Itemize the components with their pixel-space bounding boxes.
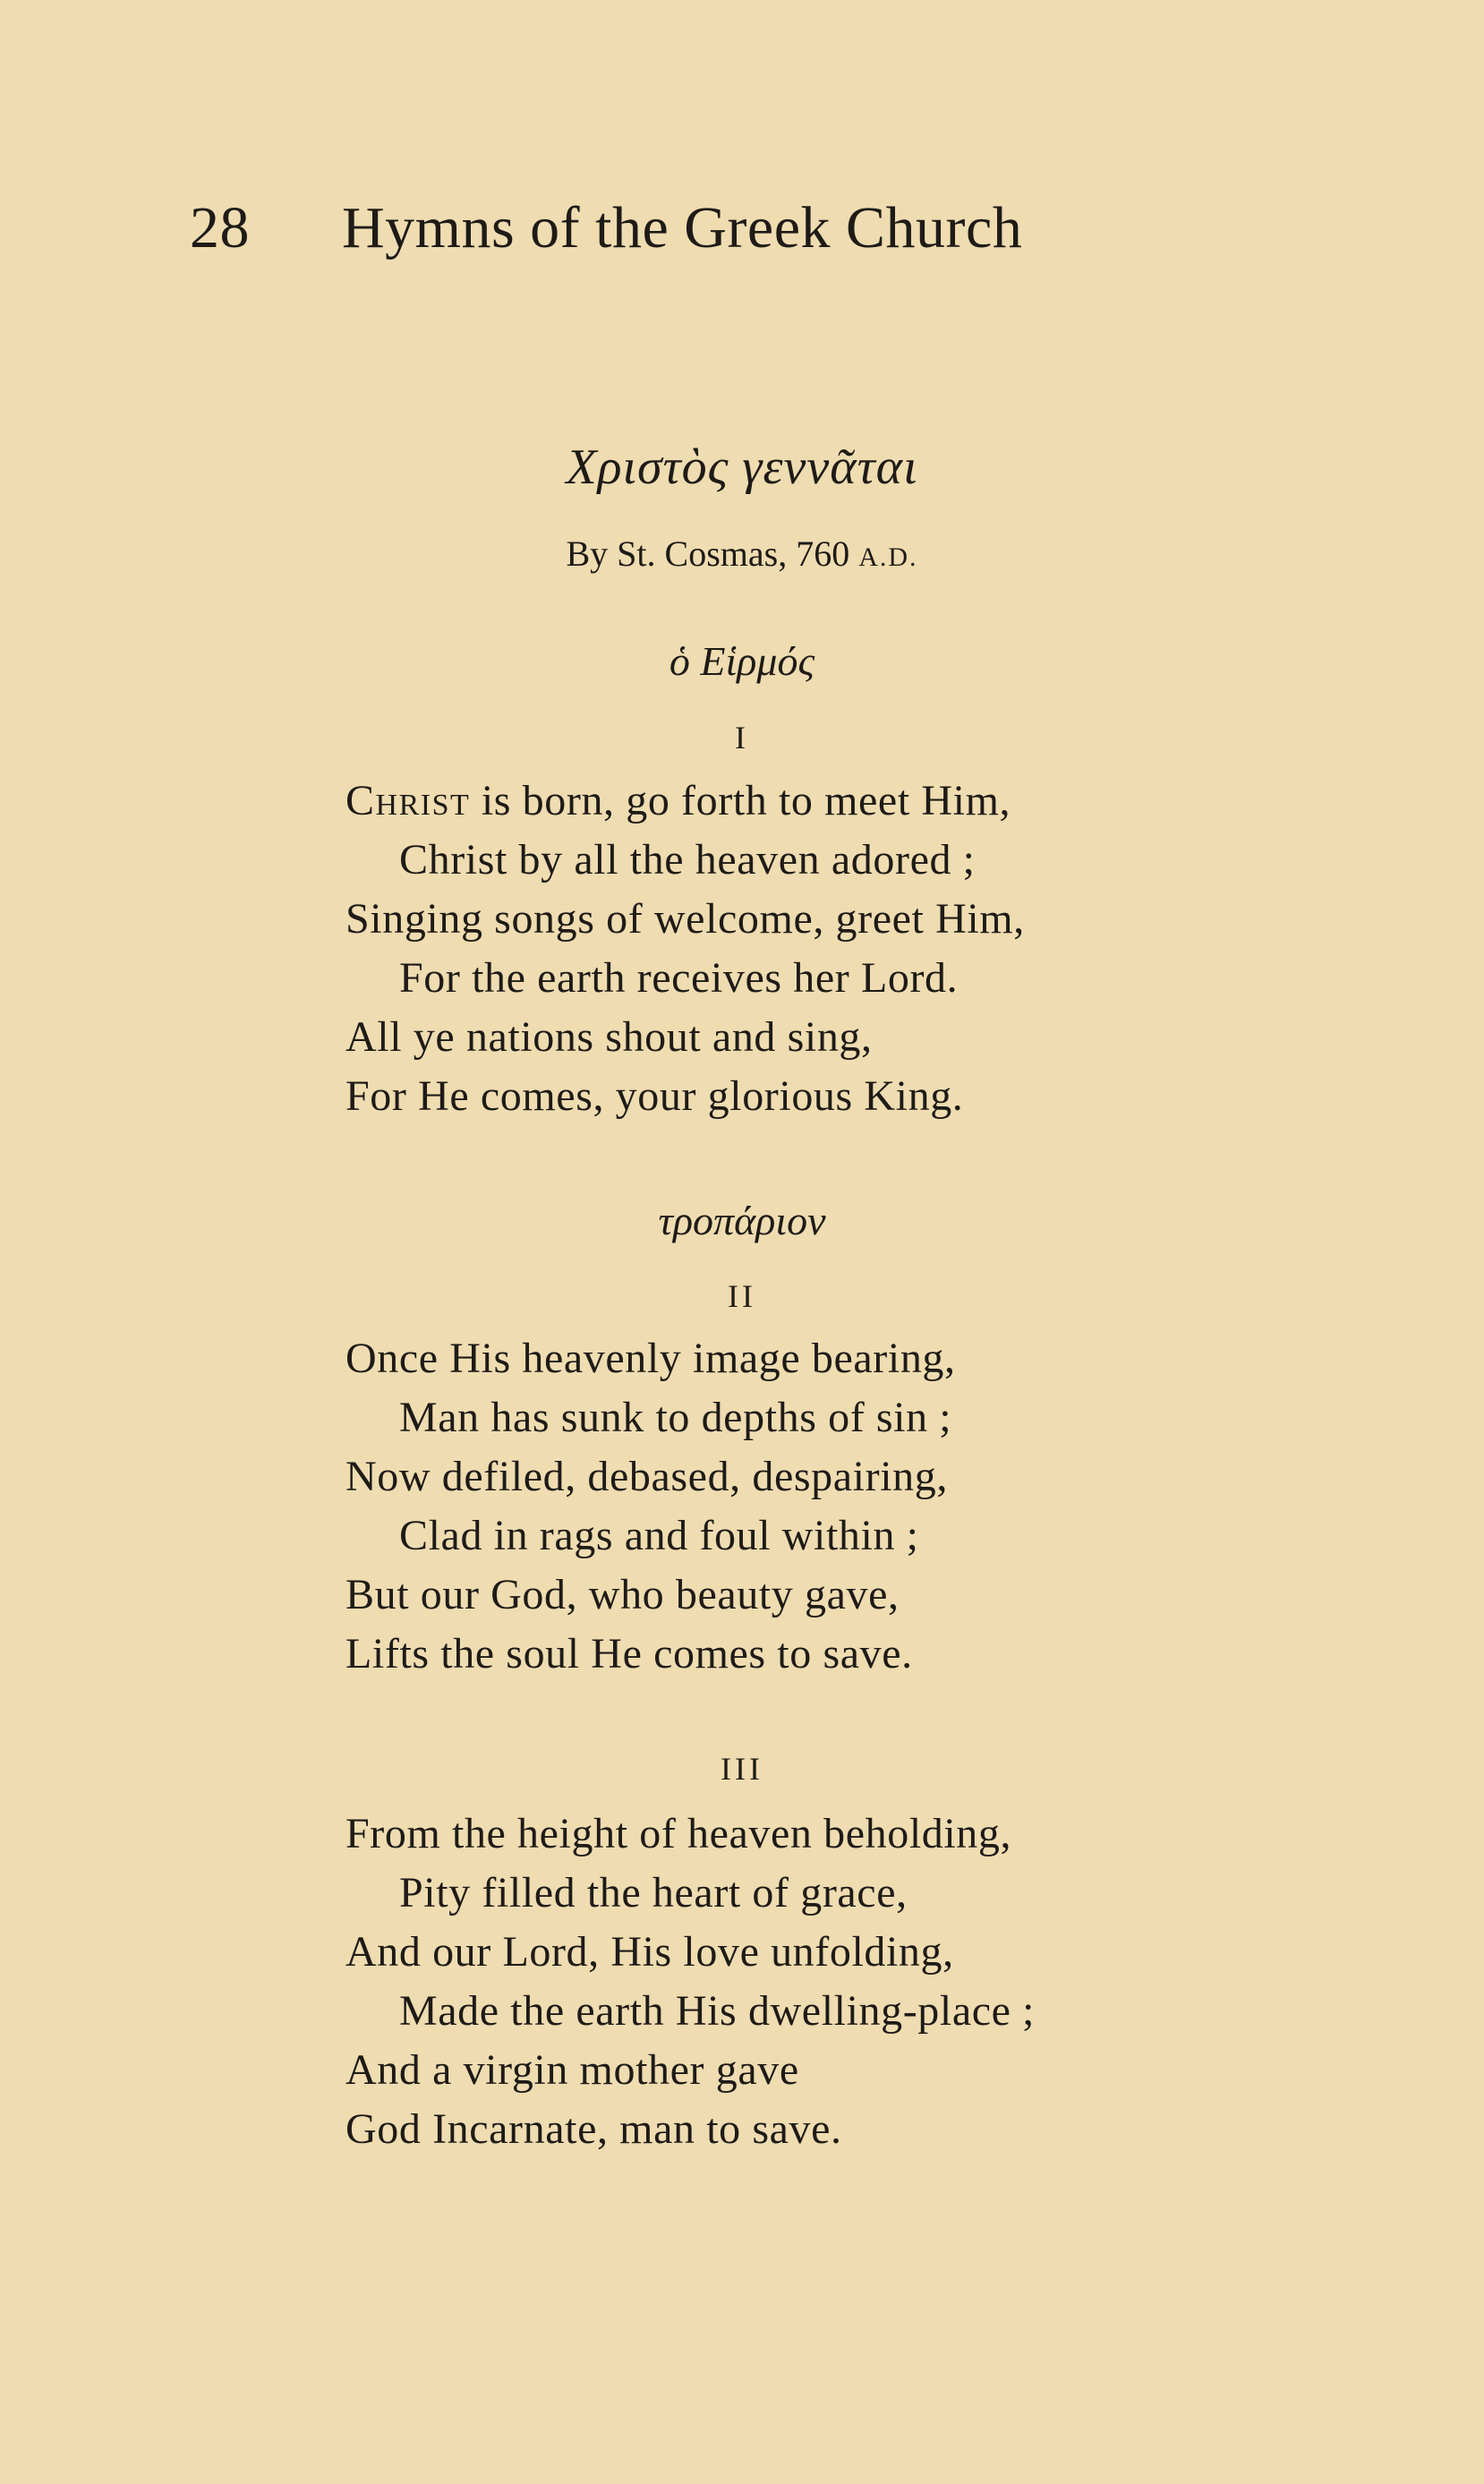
stanza-2-line-4: Clad in rags and foul within ; — [399, 1512, 919, 1559]
hymn-attribution — [0, 533, 1484, 575]
troparion-label: τροπάριον — [658, 1198, 826, 1243]
stanza-3-line-2: Pity filled the heart of grace, — [399, 1869, 908, 1916]
stanza-1-line-5: All ye nations shout and sing, — [345, 1013, 873, 1061]
stanza-2-line-2: Man has sunk to depths of sin ; — [399, 1394, 952, 1441]
running-title: Hymns of the Greek Church — [342, 195, 1023, 260]
stanza-1-line-2: Christ by all the heaven adored ; — [399, 836, 976, 883]
stanza-1 — [345, 772, 1241, 1126]
stanza-1-line-3: Singing songs of welcome, greet Him, — [345, 895, 1025, 943]
stanza-2-line-1: Once His heavenly image bearing, — [345, 1335, 956, 1382]
stanza-3-line-3: And our Lord, His love unfolding, — [345, 1928, 954, 1976]
heirmos-label: ὁ Εἱρμός — [669, 638, 815, 684]
stanza-3 — [345, 1805, 1241, 2159]
attribution-era: A.D. — [858, 542, 918, 572]
stanza-number-3: III — [721, 1751, 763, 1787]
stanza-1-line-1-rest: is born, go forth to meet Him, — [470, 777, 1011, 824]
stanza-2-line-6: Lifts the soul He comes to save. — [345, 1630, 913, 1677]
stanza-2-line-3: Now defiled, debased, despairing, — [345, 1453, 948, 1500]
stanza-3-line-1: From the height of heaven beholding, — [345, 1810, 1012, 1857]
stanza-number-1: I — [735, 720, 749, 755]
stanza-3-line-6: God Incarnate, man to save. — [345, 2105, 842, 2153]
stanza-1-line-4: For the earth receives her Lord. — [399, 954, 959, 1002]
stanza-2 — [345, 1329, 1241, 1684]
hymn-greek-title: Χριστὸς γεννᾶται — [566, 440, 918, 495]
stanza-number-2: II — [728, 1278, 756, 1314]
stanza-1-line-1 — [345, 772, 1241, 831]
stanza-1-line-6: For He comes, your glorious King. — [345, 1072, 964, 1120]
stanza-2-line-5: But our God, who beauty gave, — [345, 1571, 900, 1618]
running-header — [190, 195, 1023, 260]
stanza-1-opening-word: Christ — [345, 777, 471, 824]
page-number: 28 — [190, 195, 250, 260]
stanza-3-line-4: Made the earth His dwelling-place ; — [399, 1987, 1036, 2035]
attribution-text: By St. Cosmas, 760 — [566, 534, 850, 574]
stanza-3-line-5: And a virgin mother gave — [345, 2046, 799, 2094]
